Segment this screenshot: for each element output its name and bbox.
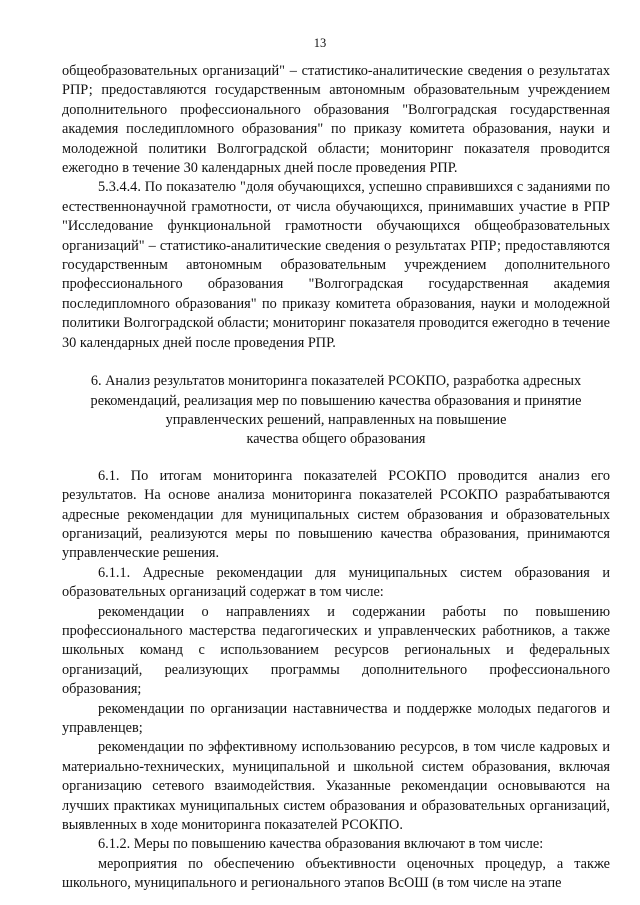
page-number: 13 bbox=[313, 36, 327, 50]
paragraph-6-1-2: 6.1.2. Меры по повышению качества образования включают в том числе: bbox=[98, 836, 544, 853]
paragraph-6-1: 6.1. По итогам мониторинга показателей РСОКПО проводится анализ его результатов. На основе анализа мониторинга показателей РСОКПО разрабатываются адресные рекомендации для муниципальных систем образования и образовательных организаций, реализуются меры по повышению качества образования, принимаются управленческие решения. bbox=[62, 467, 610, 562]
list-item-objectivity: мероприятия по обеспечению объективности оценочных процедур, а также школьного, муниципального и регионального этапов ВсОШ (в том числе на этапе bbox=[62, 855, 610, 892]
document-body bbox=[62, 62, 610, 894]
section-heading-line: 6. Анализ результатов мониторинга показателей РСОКПО, разработка адресных bbox=[90, 373, 582, 390]
list-item-mentoring: рекомендации по организации наставничества и поддержке молодых педагогов и управленцев; bbox=[62, 700, 610, 736]
paragraph-6-1-1: 6.1.1. Адресные рекомендации для муниципальных систем образования и образовательных организаций содержат в том числе: bbox=[62, 564, 610, 601]
list-item-professional-development: рекомендации о направлениях и содержании работы по повышению профессионального мастерства педагогических и управленческих работников, а также школьных команд с использованием ресурсов региональных и федеральных организаций, реализующих программы дополнительного профессионального образования; bbox=[62, 603, 610, 698]
section-heading-line: управленческих решений, направленных на повышение bbox=[165, 411, 507, 428]
paragraph-5-3-4-4: 5.3.4.4. По показателю "доля обучающихся, успешно справившихся с заданиями по естественнонаучной грамотности, от числа обучающихся, принимавших участие в РПР "Исследование функциональной грамотности обучающихся общеобразовательных организаций" – статистико-аналитические сведения о результатах РПР; предоставляются государственным автономным образовательным учреждением дополнительного профессионального образования "Волгоградская государственная академия последипломного образования" по приказу комитета образования, науки и молодежной политики Волгоградской области; мониторинг показателя проводится ежегодно в течение 30 календарных дней после проведения РПР. bbox=[62, 179, 610, 351]
section-heading-line: качества общего образования bbox=[246, 431, 426, 448]
section-heading bbox=[62, 372, 610, 450]
section-heading-line: рекомендаций, реализация мер по повышению качества образования и принятие bbox=[90, 392, 582, 409]
list-item-resources: рекомендации по эффективному использованию ресурсов, в том числе кадровых и материально-технических, муниципальной и школьной систем образования, включая организацию сетевого взаимодействия. Указанные рекомендации основываются на лучших практиках муниципальных систем образования и образовательных организаций, выявленных в ходе мониторинга показателей РСОКПО. bbox=[62, 739, 610, 834]
paragraph-continued: общеобразовательных организаций" – статистико-аналитические сведения о результатах РПР; предоставляются государственным автономным образовательным учреждением дополнительного профессионального образования "Волгоградская государственная академия последипломного образования" по приказу комитета образования, науки и молодежной политики Волгоградской области; мониторинг показателя проводится ежегодно в течение 30 календарных дней после проведения РПР. bbox=[62, 63, 610, 177]
